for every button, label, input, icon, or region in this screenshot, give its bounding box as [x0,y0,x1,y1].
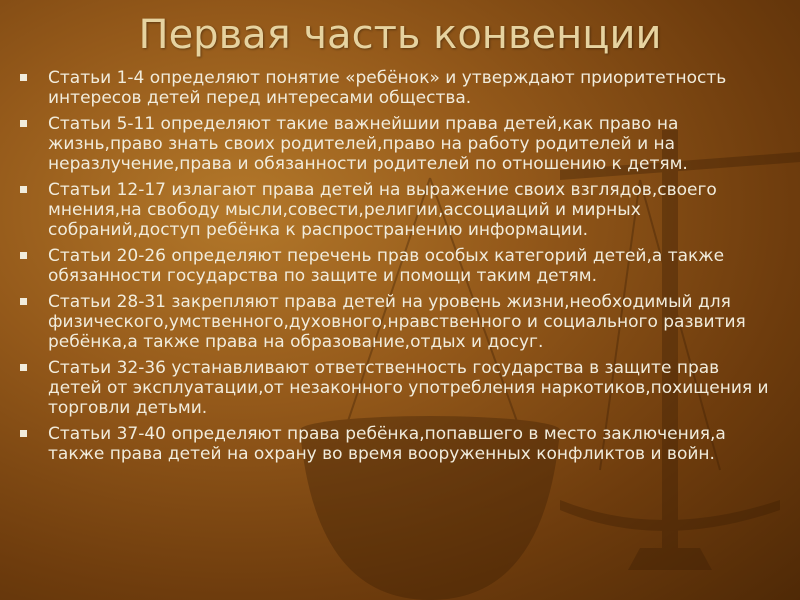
square-bullet-icon [20,364,27,371]
list-item [12,292,772,352]
list-item-text: Статьи 37-40 определяют права ребёнка,попавшего в место заключения,а также права детей на охрану во время вооруженных конфликтов и войн. [48,424,726,464]
list-item-text: Статьи 5-11 определяют такие важнейшии права детей,как право на жизнь,право знать своих родителей,право на работу родителей и на неразлучение,права и обязанности родителей по отношению к детям. [48,114,688,174]
list-item [12,114,772,174]
list-item-text: Статьи 32-36 устанавливают ответственность государства в защите прав детей от эксплуатации,от незаконного употребления наркотиков,похищения и торговли детьми. [48,358,769,418]
list-item-text: Статьи 28-31 закрепляют права детей на уровень жизни,необходимый для физического,умственного,духовного,нравственного и социального развития ребёнка,а также права на образование,отдых и досуг. [48,292,746,352]
list-item [12,246,772,286]
square-bullet-icon [20,298,27,305]
list-item [12,358,772,418]
square-bullet-icon [20,120,27,127]
list-item-text: Статьи 1-4 определяют понятие «ребёнок» и утверждают приоритетность интересов детей перед интересами общества. [48,68,727,108]
list-item [12,424,772,464]
list-item [12,180,772,240]
article-list [12,68,772,470]
square-bullet-icon [20,74,27,81]
list-item-text: Статьи 12-17 излагают права детей на выражение своих взглядов,своего мнения,на свободу мысли,совести,религии,ассоциаций и мирных собраний,доступ ребёнка к распространению информации. [48,180,717,240]
square-bullet-icon [20,430,27,437]
list-item [12,68,772,108]
square-bullet-icon [20,186,27,193]
square-bullet-icon [20,252,27,259]
list-item-text: Статьи 20-26 определяют перечень прав особых категорий детей,а также обязанности государства по защите и помощи таким детям. [48,246,725,286]
slide-title: Первая часть конвенции [138,12,662,58]
